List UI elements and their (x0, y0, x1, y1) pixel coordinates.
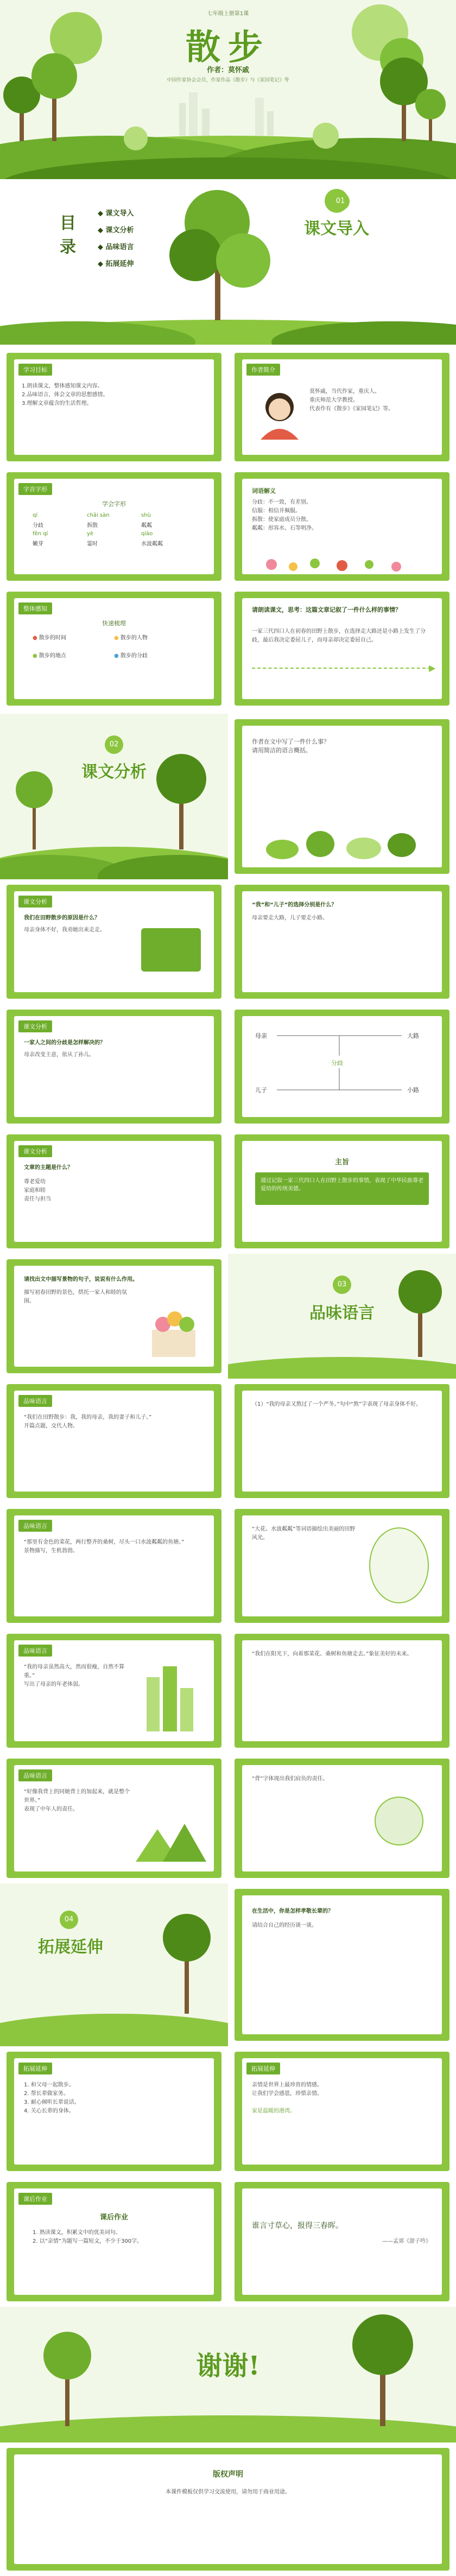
words-slide[interactable] (0, 467, 228, 586)
language-1-right-slide[interactable] (228, 1379, 456, 1503)
diagram-node-big-road: 大路 (407, 1032, 419, 1039)
copyright-slide[interactable] (0, 2442, 456, 2576)
plants-decoration (250, 806, 434, 860)
flower-envelope-icon (141, 1303, 206, 1362)
extension-2-tag: 拓展延伸 (246, 2063, 280, 2074)
analysis-q3-tag: 课文分析 (18, 1020, 52, 1032)
toc-slide[interactable] (0, 179, 456, 345)
extension-header-slide[interactable] (0, 1883, 228, 2046)
diagram-node-mother: 母亲 (255, 1032, 267, 1039)
toc-item-4[interactable]: ◆ 拓展延伸 (98, 260, 134, 268)
thanks-text: 谢谢! (196, 2351, 260, 2381)
author-bio: 莫怀戚，当代作家，重庆人。 重庆师范大学教授。 代表作有《散步》《家园笔记》等。 (309, 389, 394, 412)
arrow-decoration (252, 668, 431, 669)
cover-author: 作者：莫怀戚 (206, 66, 249, 74)
analysis-diagram-slide[interactable] (228, 1004, 456, 1129)
extension-2-right: 家是温暖的港湾。 (252, 2108, 295, 2114)
quote-slide[interactable] (228, 2177, 456, 2307)
toc-item-3[interactable]: ◆ 品味语言 (98, 243, 134, 251)
section-title-extension: 拓展延伸 (38, 1938, 103, 1957)
reading-item-2: ● 散步的人物 (114, 635, 148, 641)
extension-answer: 请结合自己的经历谈一谈。 (252, 1923, 317, 1928)
reading-heading: 快速梳理 (102, 620, 126, 627)
section-title-intro: 课文导入 (304, 219, 369, 238)
reading-slide[interactable] (0, 586, 228, 711)
section-title-analysis: 课文分析 (81, 763, 147, 782)
language-2-analysis: “大花、水波粼粼”等词语描绘出美丽的田野风光。 (252, 1526, 356, 1541)
globe-icon (375, 1797, 423, 1845)
arrow-icon: ▶ (429, 663, 436, 673)
theme-slide[interactable] (0, 1129, 228, 1254)
theme-points: 尊老爱幼 家庭和睦 责任与担当 (24, 1179, 51, 1202)
diagram-node-small-road: 小路 (407, 1087, 419, 1094)
analysis-header-slide[interactable] (0, 714, 228, 879)
language-4-text: “好像我背上的同她背上的加起来，就是整个世界。” 表现了中年人的责任。 (24, 1789, 130, 1812)
study-goal-list: 1.朗读课文，整体感知课文内容。 2.品味语言，体会文章的思想感情。 3.理解文章蕴含的生活哲理。 (22, 383, 109, 407)
language-3-analysis: “我们在阳光下，向着那菜花、桑树和鱼塘走去。”象征美好的未来。 (252, 1651, 413, 1657)
section-number-02: 02 (105, 735, 123, 754)
analysis-q1-slide[interactable] (0, 879, 228, 1004)
thanks-slide[interactable] (0, 2307, 456, 2442)
language-1-text: “我们在田野散步：我，我的母亲，我的妻子和儿子。” 开篇点题，交代人物。 (24, 1414, 152, 1429)
language-3-tag: 品味语言 (18, 1645, 52, 1657)
diagram-node-son: 儿子 (255, 1087, 267, 1094)
language-2-text: “那里有金色的菜花，两行整齐的桑树，尽头一口水波粼粼的鱼塘。” 景物描写，生机勃勃。 (24, 1539, 185, 1554)
reading-item-4: ● 散步的分歧 (114, 653, 148, 659)
toc-item-2[interactable]: ◆ 课文分析 (98, 226, 134, 234)
flowers-decoration (250, 548, 434, 575)
words-tag: 字音字形 (18, 483, 52, 495)
author-portrait (255, 385, 304, 440)
diagram-lines (228, 1004, 456, 1129)
language-1-tag: 品味语言 (18, 1395, 52, 1407)
language-4-analysis: “背”字体现出我们肩负的责任。 (252, 1776, 328, 1782)
extension-1-slide[interactable] (0, 2046, 228, 2177)
cover-slide[interactable] (0, 0, 456, 179)
section-number-01: 01 (331, 192, 350, 211)
cover-title: 散步 (186, 27, 270, 68)
words-meaning-list: 分歧：不一致，有差别。 信服：相信并佩服。 拆散：使家庭成员分散。 粼粼：形容水、石等明净。 (252, 499, 317, 531)
extension-illustration (0, 1883, 228, 2046)
mountain-illustration (136, 1813, 206, 1862)
reading-question: 请朗读课文，思考：这篇文章记叙了一件什么样的事情？ (252, 606, 401, 613)
analysis-intro-slide[interactable] (228, 714, 456, 879)
toc-list (98, 207, 134, 268)
words-grid: qí chāi sàn shù 分歧 拆散 粼粼 fēn qí yè qiào 嫩芽 霎时 水波粼粼 (33, 512, 163, 547)
reading-item-3: ● 散步的地点 (33, 653, 66, 659)
homework-list: 1. 熟读课文，积累文中的优美词句。 2. 以“亲情”为题写一篇短文，不少于300字。 (33, 2230, 143, 2244)
language-1-slide[interactable] (0, 1379, 228, 1503)
flowers-frame (369, 1527, 429, 1603)
reading-item-1: ● 散步的时间 (33, 635, 66, 641)
extension-1-list: 1. 和父母一起散步。 2. 帮长辈做家务。 3. 耐心倾听长辈说话。 4. 关心长辈的身体。 (24, 2082, 80, 2114)
section-number-03: 03 (333, 1276, 351, 1294)
language-4-slide[interactable] (0, 1753, 228, 1883)
language-2-slide[interactable] (0, 1503, 228, 1628)
homework-heading: 课后作业 (99, 2213, 128, 2222)
analysis-q1-tag: 课文分析 (18, 896, 52, 908)
words-meaning-slide[interactable] (228, 467, 456, 586)
analysis-q2-question: “我”和“儿子”的选择分别是什么？ (252, 902, 337, 908)
quote-author: ——孟郊《游子吟》 (382, 2238, 431, 2244)
author-tag: 作者简介 (246, 364, 280, 376)
analysis-q1-image (141, 928, 201, 972)
toc-item-1[interactable]: ◆ 课文导入 (98, 210, 134, 218)
extension-2-text: 亲情是世界上最珍贵的情感。 让我们学会感恩，珍惜亲情。 (252, 2082, 322, 2097)
language-3-text: “我的母亲虽然高大，然而很瘦，自然不算重。” 写出了母亲的年老体弱。 (24, 1664, 125, 1687)
extension-question-slide[interactable] (228, 1883, 456, 2046)
reading-tag: 整体感知 (18, 602, 52, 614)
city-illustration (136, 1655, 206, 1737)
language-4-right-slide[interactable] (228, 1753, 456, 1883)
language-3-right-slide[interactable] (228, 1628, 456, 1753)
toc-heading: 目录 (60, 214, 76, 257)
extension-2-slide[interactable] (228, 2046, 456, 2177)
section-title-language: 品味语言 (309, 1304, 375, 1323)
reading-answer: 一家三代四口人在初春的田野上散步，在选择走大路还是小路上发生了分歧，最后我决定委屈儿子，而母亲却决定委屈自己。 (252, 629, 426, 643)
study-goal-slide[interactable] (0, 347, 228, 467)
quote-text: 谁言寸草心，报得三春晖。 (252, 2222, 343, 2230)
language-question: 请找出文中描写景物的句子，说说有什么作用。 (24, 1277, 138, 1283)
analysis-intro: 作者在文中写了一件什么事？ 请用简洁的语言概括。 (252, 738, 330, 754)
analysis-q2-answer: 母亲要走大路，儿子要走小路。 (252, 915, 328, 921)
reading-items (33, 633, 195, 659)
theme-summary-slide[interactable] (228, 1129, 456, 1254)
copyright-text: 本课件模板仅供学习交流使用，请勿用于商业用途。 (166, 2489, 290, 2495)
language-4-tag: 品味语言 (18, 1769, 52, 1781)
language-header-slide[interactable] (228, 1254, 456, 1379)
language-question-slide[interactable] (0, 1254, 228, 1379)
cover-grade: 七年级上册第1课 (207, 11, 249, 17)
extension-question: 在生活中，你是怎样孝敬长辈的？ (252, 1908, 333, 1914)
language-2-right-slide[interactable] (228, 1503, 456, 1628)
homework-slide[interactable] (0, 2177, 228, 2307)
theme-question: 文章的主题是什么？ (24, 1165, 73, 1171)
homework-tag: 课后作业 (18, 2193, 52, 2205)
section-number-04: 04 (60, 1911, 78, 1929)
theme-tag: 课文分析 (18, 1145, 52, 1157)
copyright-heading: 版权声明 (213, 2470, 243, 2479)
analysis-q3-answer: 母亲改变主意，依从了孙儿。 (24, 1052, 94, 1058)
question-slide[interactable] (228, 586, 456, 711)
theme-heading: 主旨 (334, 1158, 349, 1166)
language-answer: 描写初春田野的景色，烘托一家人和睦的氛围。 (24, 1290, 127, 1304)
words-heading: 学会字形 (102, 500, 126, 507)
analysis-q3-question: 一家人之间的分歧是怎样解决的？ (24, 1040, 105, 1046)
theme-text: 通过记叙一家三代四口人在田野上散步的事情，表现了中华民族尊老爱幼的传统美德。 (261, 1178, 423, 1192)
analysis-q1-answer: 母亲身体不好，我劝她出来走走。 (24, 927, 105, 933)
language-3-slide[interactable] (0, 1628, 228, 1753)
study-goal-tag: 学习目标 (18, 364, 52, 376)
language-1-analysis: （1）“我的母亲又熬过了一个严冬。”句中“熬”字表现了母亲身体不好。 (252, 1401, 422, 1407)
analysis-q3-slide[interactable] (0, 1004, 228, 1129)
language-2-tag: 品味语言 (18, 1520, 52, 1532)
author-slide[interactable] (228, 347, 456, 467)
words-meaning-heading: 词语解义 (252, 487, 276, 494)
toc-illustration (0, 179, 456, 345)
cover-note: 中国作家协会会员，作家作品《散步》与《家园笔记》等 (167, 78, 289, 83)
diagram-node-conflict: 分歧 (331, 1059, 343, 1067)
analysis-q2-slide[interactable] (228, 879, 456, 1004)
analysis-q1-question: 我们在田野散步的原因是什么？ (24, 915, 100, 921)
extension-1-tag: 拓展延伸 (18, 2063, 52, 2074)
